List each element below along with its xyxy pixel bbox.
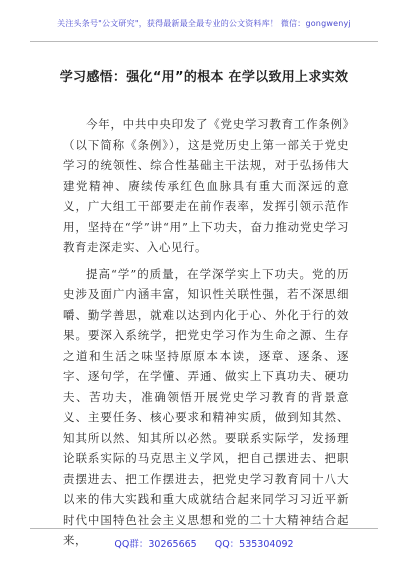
footer-contact xyxy=(0,536,408,550)
header-promo-note: 关注头条号"公文研究"，获得最新最全最专业的公文资料库！ 微信：gongwenyj xyxy=(57,19,351,28)
footer-qq-number: QQ：535304092 xyxy=(214,539,294,550)
footer-divider xyxy=(30,528,378,529)
document-title: 学习感悟：强化“用”的根本 在学以致用上求实效 xyxy=(59,70,349,85)
document-body xyxy=(63,114,349,557)
footer-qq-group: QQ群：30265665 xyxy=(114,539,197,550)
paragraph-intro: 今年，中共中央印发了《党史学习教育工作条例》（以下简称《条例》），这是党历史上第一部关于党史学习的统领性、综合性基础主干法规，对于弘扬伟大建党精神、赓续传承红色血脉具有重大而深远的意义，广大组工干部要走在前作表率，发挥引领示范作用，坚持在“学”讲“用”上下功夫，奋力推动党史学习教育走深走实、入心见行。 xyxy=(63,117,349,254)
header-divider xyxy=(30,41,378,42)
paragraph-study-quality: 提高“学”的质量，在学深学实上下功夫。党的历史涉及面广内涵丰富，知识性关联性强，若不深思细嚼、勤学善思，就难以达到内化于心、外化于行的效果。要深入系统学，把党史学习作为生命之源、生存之道和生活之味坚持原原本本读，逐章、逐条、逐字、逐句学，在学懂、弄通、做实上下真功夫、硬功夫、苦功夫，准确领悟开展党史学习教育的背景意义、主要任务、核心要求和精神实质，做到知其然、知其所以然、知其所以必然。要联系实际学，发扬理论联系实际的马克思主义学风，把自己摆进去、把职责摆进去、把工作摆进去，把党史学习教育同十八大以来的伟大实践和重大成就结合起来同学习习近平新时代中国特色社会主义思想和党的二十大精神结合起来， xyxy=(63,266,349,547)
